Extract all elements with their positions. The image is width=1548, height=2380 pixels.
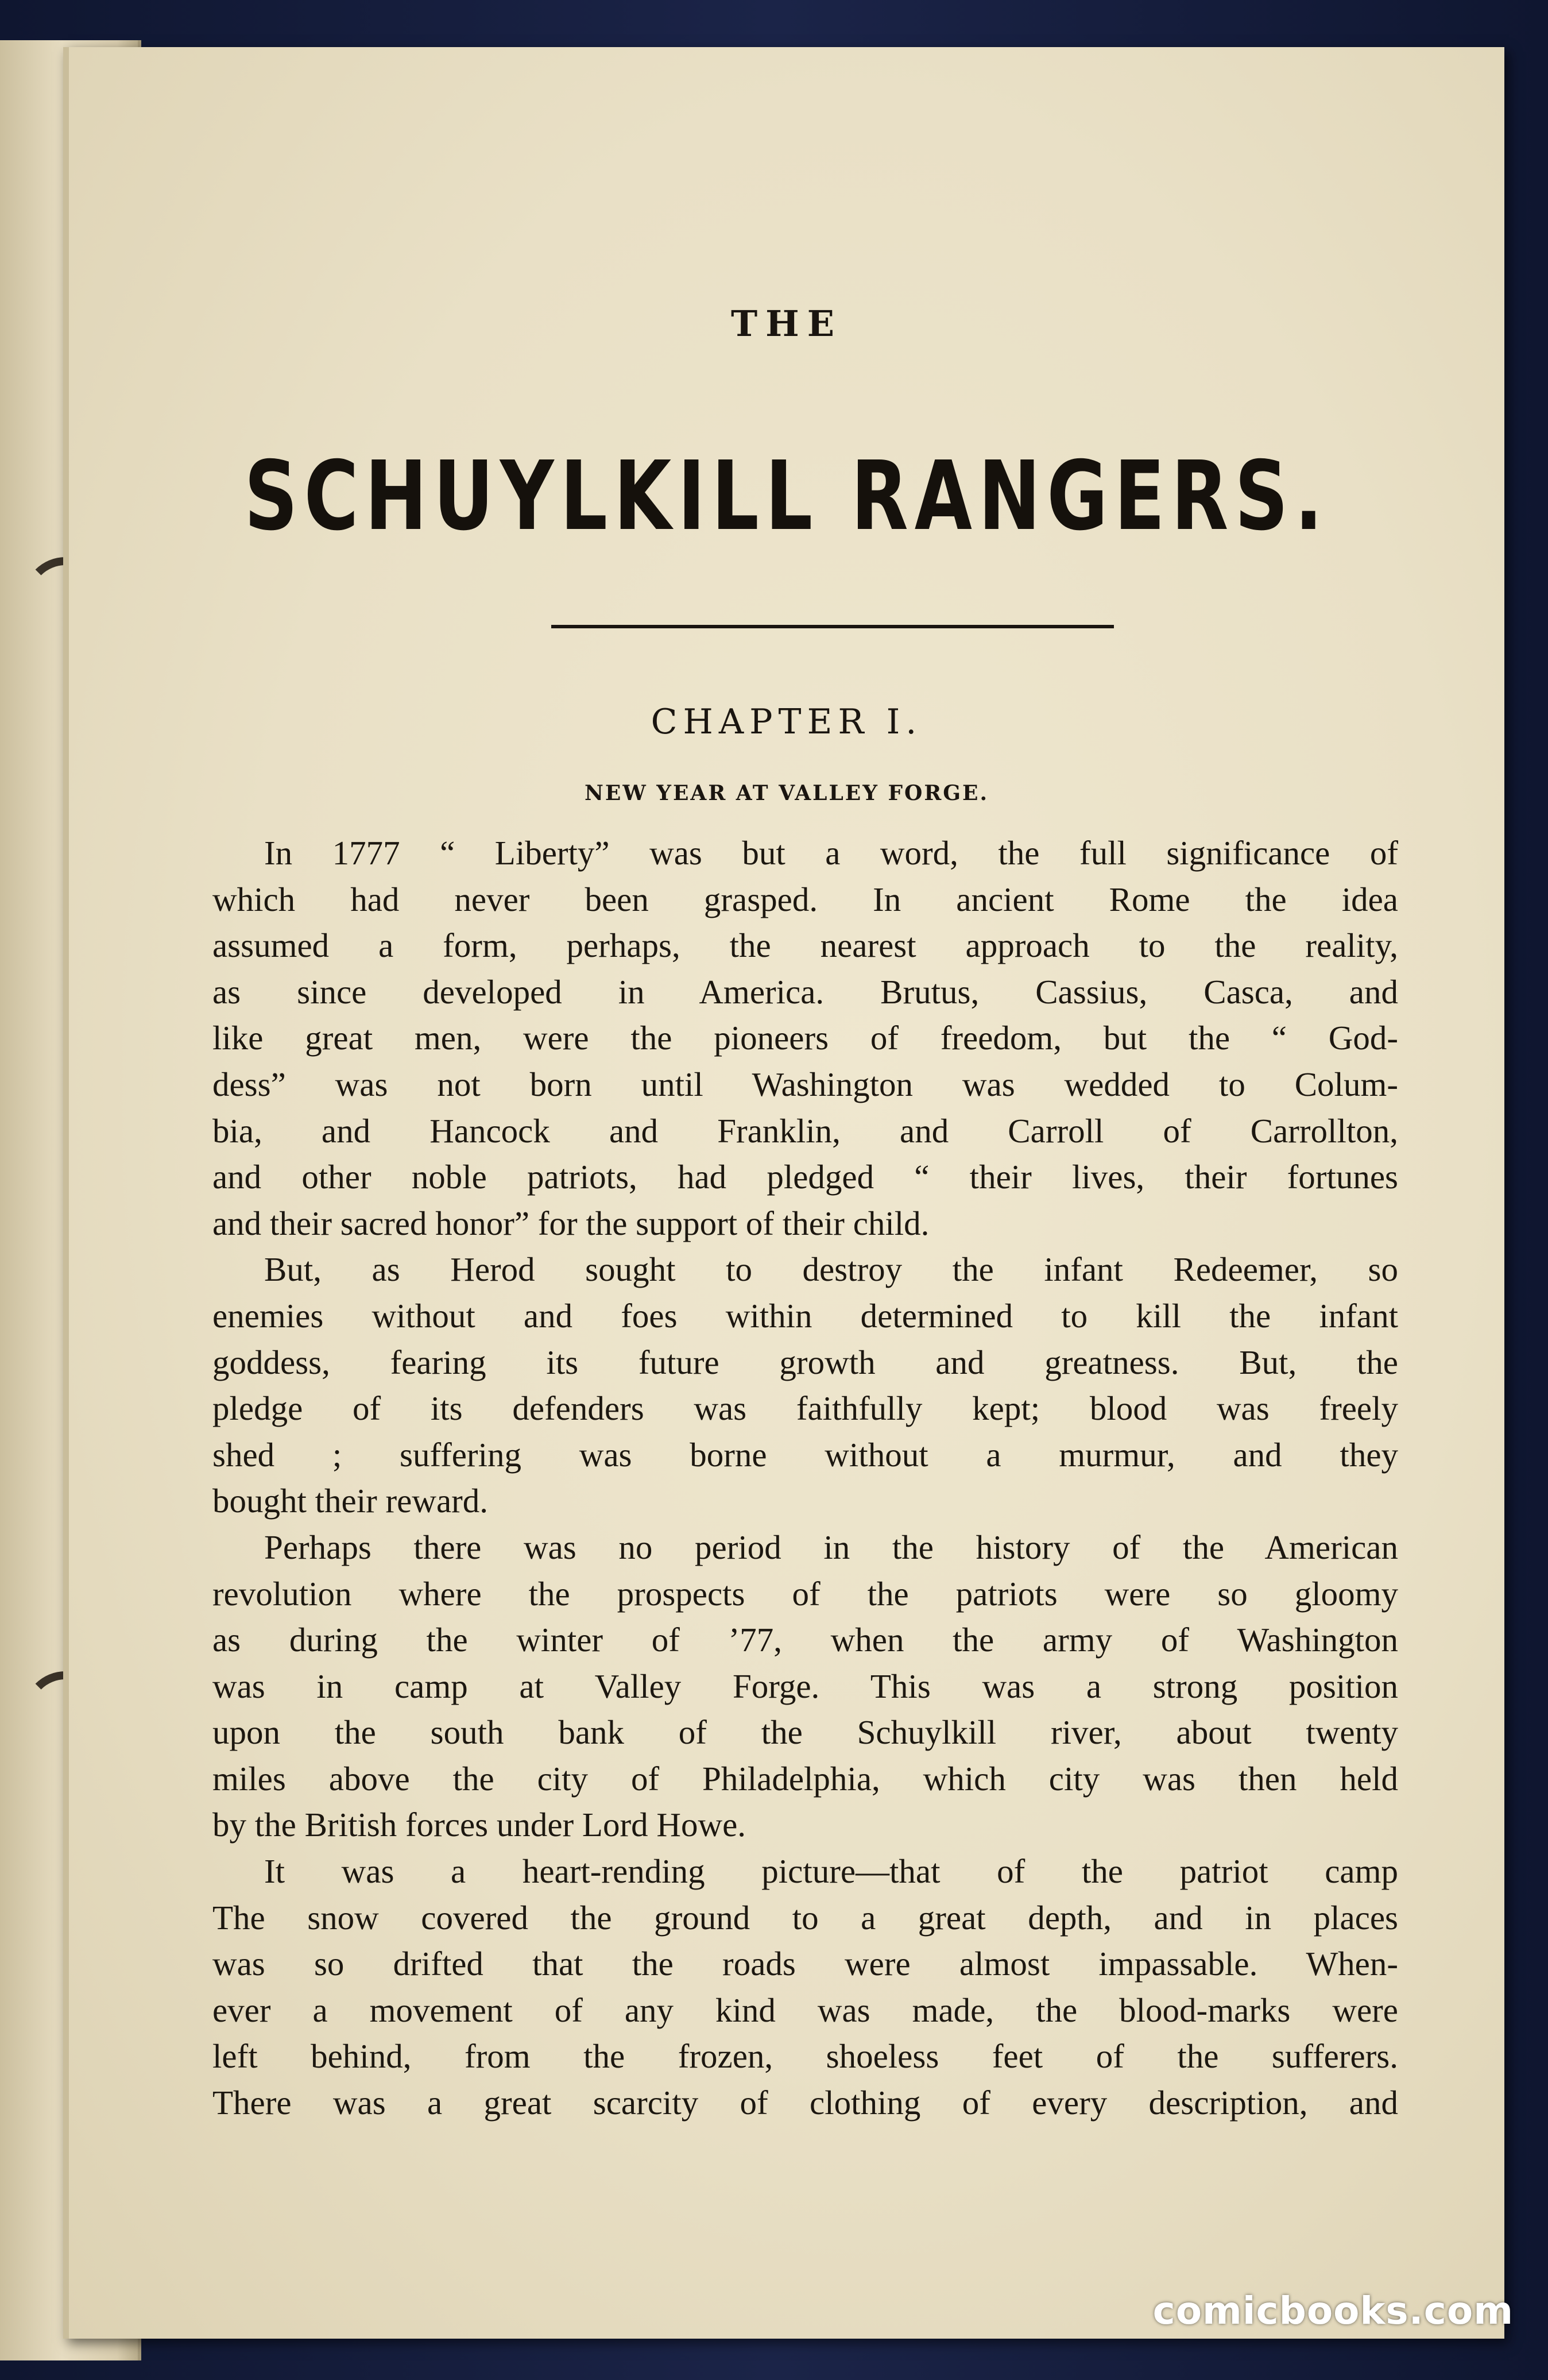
text-line: which had never been grasped. In ancient Rome the idea [212,880,1398,918]
text-line: But, as Herod sought to destroy the infant Redeemer, so [264,1250,1398,1289]
text-line: was in camp at Valley Forge. This was a strong position [212,1667,1398,1705]
book-page [63,47,1504,2339]
text-line: In 1777 “ Liberty” was but a word, the full significance of [264,834,1398,872]
text-line: by the British forces under Lord Howe. [212,1806,746,1844]
text-line: shed ; suffering was borne without a murmur, and they [212,1435,1398,1474]
text-line: dess” was not born until Washington was wedded to Colum- [212,1065,1398,1103]
body-text [212,830,1398,2126]
chapter-subtitle: NEW YEAR AT VALLEY FORGE. [584,781,989,805]
text-line: It was a heart-rending picture—that of the patriot camp [264,1852,1398,1891]
text-line: and their sacred honor” for the support of their child. [212,1204,930,1242]
text-line: upon the south bank of the Schuylkill river, about twenty [212,1713,1398,1752]
text-line: as during the winter of ’77, when the army of Washington [212,1621,1398,1659]
text-line: There was a great scarcity of clothing of every description, and [212,2084,1398,2122]
text-line: Perhaps there was no period in the history of the American [264,1528,1398,1566]
chapter-heading: CHAPTER I. [651,702,923,742]
text-line: assumed a form, perhaps, the nearest approach to the reality, [212,926,1398,965]
text-line: The snow covered the ground to a great depth, and in places [212,1898,1398,1937]
title-article: THE [731,303,842,345]
text-line: pledge of its defenders was faithfully kept; blood was freely [212,1389,1398,1428]
text-line: bought their reward. [212,1482,489,1520]
text-line: revolution where the prospects of the patriots were so gloomy [212,1574,1398,1613]
text-line: enemies without and foes within determined to kill the infant [212,1296,1398,1335]
text-line: bia, and Hancock and Franklin, and Carroll of Carrollton, [212,1111,1398,1150]
text-line: left behind, from the frozen, shoeless feet of the sufferers. [212,2037,1398,2076]
site-watermark: comicbooks.com [1152,2289,1514,2333]
title-divider [551,625,1114,628]
text-line: as since developed in America. Brutus, Cassius, Casca, and [212,972,1398,1011]
text-line: goddess, fearing its future growth and greatness. But, the [212,1343,1398,1381]
text-line: and other noble patriots, had pledged “ their lives, their fortunes [212,1158,1398,1196]
book-title: SCHUYLKILL RANGERS. [244,441,1329,552]
text-line: was so drifted that the roads were almost impassable. When- [212,1945,1398,1983]
text-line: ever a movement of any kind was made, the blood-marks were [212,1991,1398,2029]
text-line: miles above the city of Philadelphia, which city was then held [212,1759,1398,1798]
text-line: like great men, were the pioneers of freedom, but the “ God- [212,1019,1398,1057]
